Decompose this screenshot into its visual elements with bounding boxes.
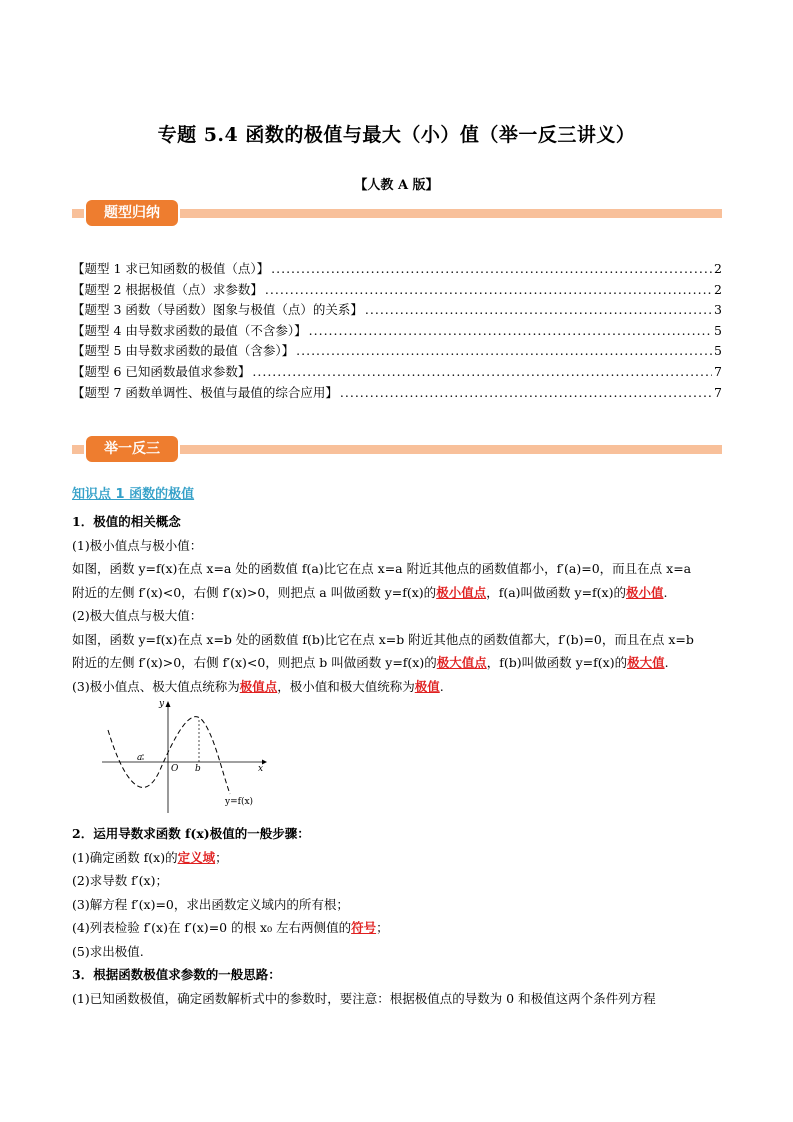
toc-item[interactable] bbox=[72, 321, 722, 342]
table-of-contents bbox=[72, 259, 722, 403]
text-span: . bbox=[439, 678, 444, 694]
y-axis-arrow bbox=[166, 701, 171, 707]
paragraph bbox=[72, 916, 724, 940]
x-axis-label: x bbox=[258, 764, 264, 774]
y-axis-label: y bbox=[159, 699, 165, 709]
section-banner-question-types bbox=[72, 200, 722, 226]
highlight-term: 极大值点 bbox=[436, 655, 487, 670]
text-span: ，f(b)叫做函数 y=f(x)的 bbox=[486, 655, 628, 670]
toc-item[interactable] bbox=[72, 341, 722, 362]
curve bbox=[108, 717, 230, 794]
section-banner-examples bbox=[72, 436, 722, 462]
toc-item[interactable] bbox=[72, 362, 722, 383]
toc-item[interactable] bbox=[72, 259, 722, 280]
paragraph: (5)求出极值. bbox=[72, 943, 144, 959]
paragraph bbox=[72, 846, 724, 870]
toc-item-label: 【题型 5 由导数求函数的最值（含参）】 bbox=[72, 343, 295, 359]
toc-item-page: 2 bbox=[714, 261, 722, 276]
toc-leader-dots bbox=[271, 261, 712, 276]
paragraph bbox=[72, 675, 724, 699]
text-span: (4)列表检验 f′(x)在 f′(x)=0 的根 x₀ 左右两侧值的 bbox=[72, 920, 352, 935]
text-span: ； bbox=[215, 849, 228, 865]
paragraph: 如图，函数 y=f(x)在点 x=a 处的函数值 f(a)比它在点 x=a 附近其他点的函数值都小，f′(a)=0，而且在点 x=a bbox=[72, 561, 692, 576]
highlight-term: 极值 bbox=[414, 678, 440, 694]
text-span: ； bbox=[376, 920, 389, 935]
highlight-term: 极小值点 bbox=[436, 584, 487, 600]
section-steps bbox=[72, 822, 724, 1010]
highlight-term: 定义域 bbox=[177, 849, 216, 865]
toc-item-label: 【题型 2 根据极值（点）求参数】 bbox=[72, 281, 263, 297]
highlight-term: 符号 bbox=[351, 920, 377, 935]
highlight-term: 极大值 bbox=[627, 655, 665, 670]
edition-label: 【人教 A 版】 bbox=[354, 178, 439, 193]
toc-item-label: 【题型 1 求已知函数的极值（点）】 bbox=[72, 261, 270, 276]
toc-item-label: 【题型 7 函数单调性、极值与最值的综合应用】 bbox=[72, 384, 338, 400]
text-span: (1)确定函数 f(x)的 bbox=[72, 849, 178, 865]
toc-leader-dots bbox=[252, 364, 712, 379]
toc-item-label: 【题型 4 由导数求函数的最值（不含参）】 bbox=[72, 322, 307, 338]
paragraph: (2)求导数 f′(x)； bbox=[72, 873, 168, 888]
section-heading: 1．极值的相关概念 bbox=[72, 514, 181, 529]
toc-item-page: 5 bbox=[714, 322, 722, 338]
paragraph: (1)已知函数极值，确定函数解析式中的参数时，要注意：根据极值点的导数为 0 和极值这两个条件列方程 bbox=[72, 990, 656, 1006]
highlight-term: 极值点 bbox=[239, 678, 278, 694]
toc-item-page: 2 bbox=[714, 281, 722, 297]
text-span: ，极小值和极大值统称为 bbox=[277, 678, 415, 694]
paragraph bbox=[72, 581, 724, 605]
knowledge-point-heading: 知识点 1 函数的极值 bbox=[72, 487, 195, 502]
toc-item[interactable] bbox=[72, 280, 722, 301]
function-graph bbox=[102, 698, 272, 816]
toc-item[interactable] bbox=[72, 300, 722, 321]
toc-leader-dots bbox=[340, 385, 712, 400]
origin-label: O bbox=[171, 764, 179, 774]
text-span: 附近的左侧 f′(x)<0，右侧 f′(x)>0，则把点 a 叫做函数 y=f(x)的 bbox=[72, 584, 437, 600]
toc-leader-dots bbox=[296, 343, 712, 358]
toc-item-page: 3 bbox=[714, 302, 722, 318]
text-span: (3)极小值点、极大值点统称为 bbox=[72, 678, 240, 694]
curve-label: y=f(x) bbox=[225, 797, 254, 807]
paragraph bbox=[72, 651, 724, 675]
toc-item[interactable] bbox=[72, 383, 722, 404]
paragraph: (1)极小值点与极小值： bbox=[72, 537, 203, 553]
paragraph: 如图，函数 y=f(x)在点 x=b 处的函数值 f(b)比它在点 x=b 附近其他点的函数值都大，f′(b)=0，而且在点 x=b bbox=[72, 631, 694, 647]
toc-leader-dots bbox=[365, 302, 712, 317]
page-title: 专题 5.4 函数的极值与最大（小）值（举一反三讲义） bbox=[157, 124, 636, 146]
paragraph: (3)解方程 f′(x)=0，求出函数定义域内的所有根； bbox=[72, 896, 349, 912]
text-span: 附近的左侧 f′(x)>0，右侧 f′(x)<0，则把点 b 叫做函数 y=f(x)的 bbox=[72, 655, 437, 670]
banner-label: 举一反三 bbox=[86, 436, 178, 462]
toc-leader-dots bbox=[309, 323, 712, 338]
toc-item-page: 7 bbox=[714, 363, 722, 379]
highlight-term: 极小值 bbox=[625, 584, 664, 600]
section-extrema-concepts bbox=[72, 510, 724, 698]
section-heading: 2．运用导数求函数 f(x)极值的一般步骤： bbox=[72, 826, 310, 841]
paragraph: (2)极大值点与极大值： bbox=[72, 608, 203, 623]
toc-item-page: 5 bbox=[714, 343, 722, 359]
banner-label: 题型归纳 bbox=[86, 200, 178, 226]
text-span: ，f(a)叫做函数 y=f(x)的 bbox=[486, 584, 626, 600]
section-heading: 3．根据函数极值求参数的一般思路： bbox=[72, 967, 281, 982]
point-b-label: b bbox=[195, 764, 201, 774]
toc-item-label: 【题型 3 函数（导函数）图象与极值（点）的关系】 bbox=[72, 302, 363, 318]
point-a-label: a bbox=[137, 753, 143, 763]
text-span: . bbox=[664, 655, 669, 670]
toc-item-page: 7 bbox=[714, 384, 722, 400]
text-span: . bbox=[663, 584, 668, 600]
toc-item-label: 【题型 6 已知函数最值求参数】 bbox=[72, 363, 251, 379]
toc-leader-dots bbox=[265, 282, 712, 297]
